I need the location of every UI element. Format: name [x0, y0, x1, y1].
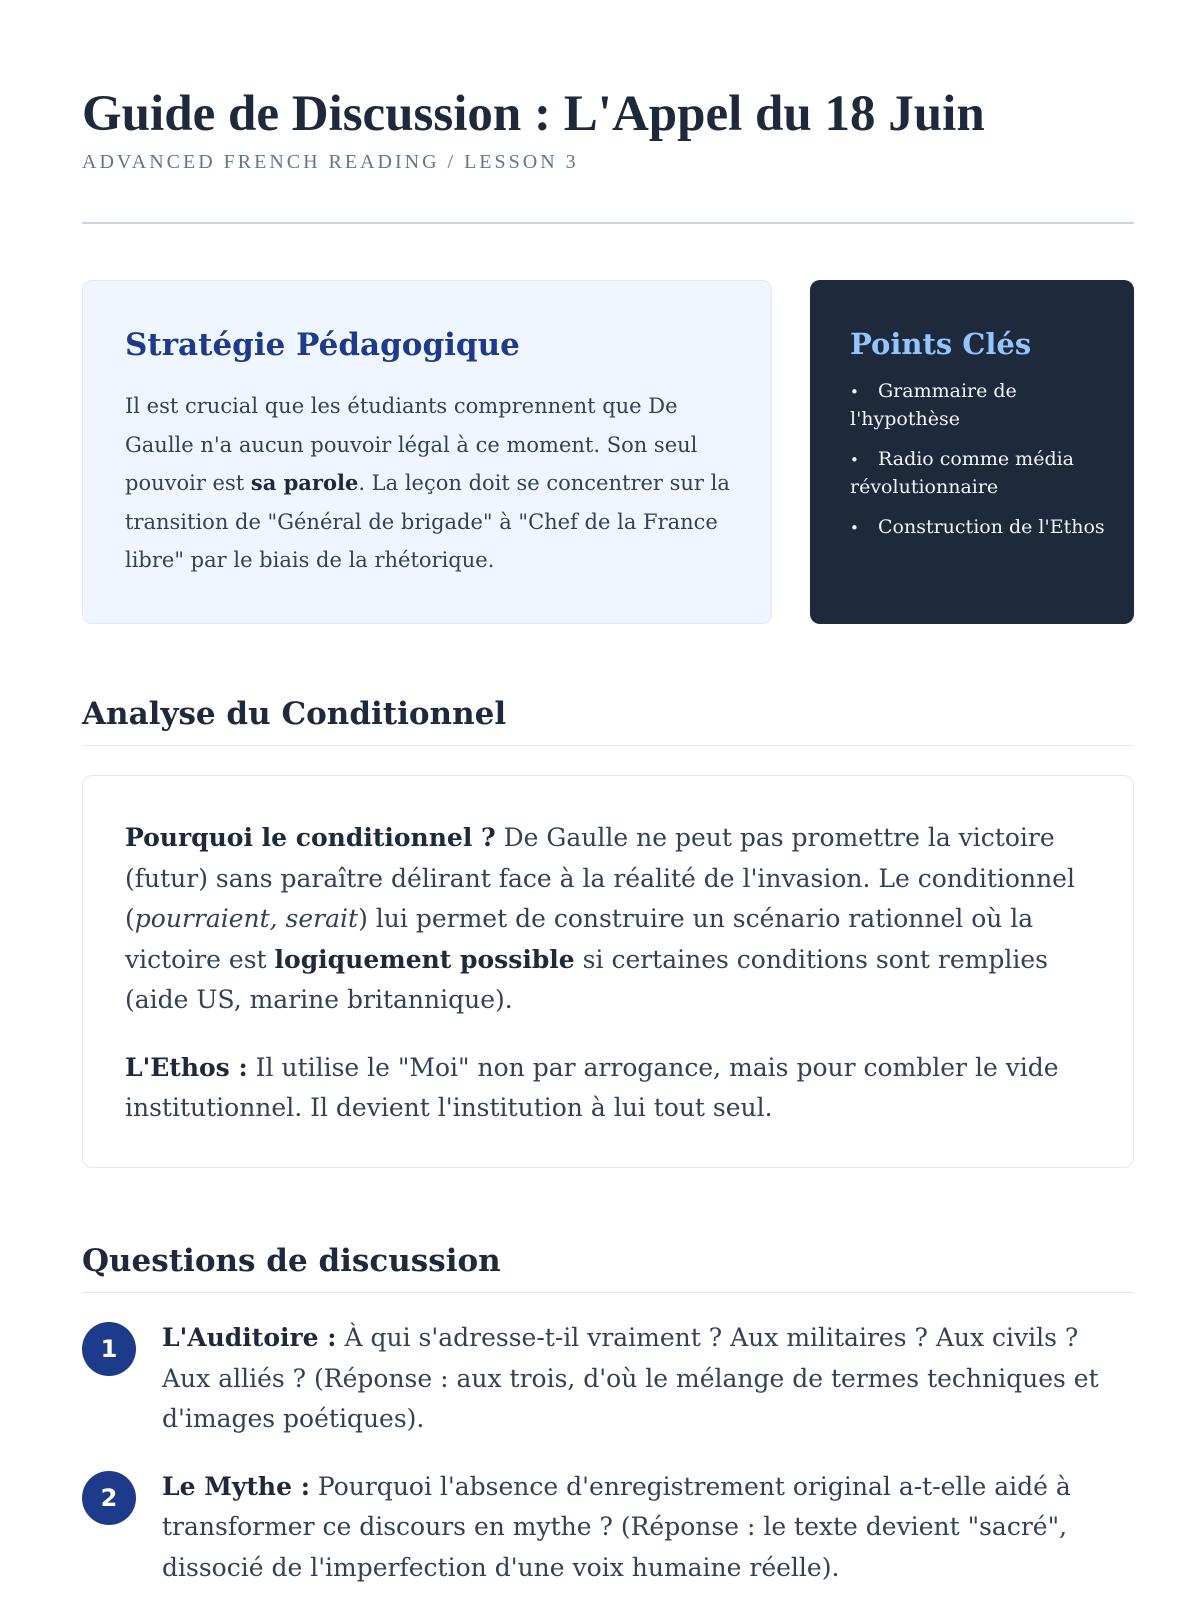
bullet-icon: •: [850, 519, 859, 537]
key-point-item: [850, 378, 1106, 433]
page-title: Guide de Discussion : L'Appel du 18 Juin: [82, 86, 985, 142]
questions-divider: [82, 1292, 1134, 1293]
analysis-text: ) lui permet de construire un scénario rationnel où la victoire est: [125, 904, 1034, 974]
bullet-icon: •: [850, 451, 859, 469]
analysis-emphasis: logiquement possible: [274, 944, 575, 974]
strategy-text: [125, 387, 731, 580]
question-number-badge: 2: [82, 1471, 136, 1525]
question-text: Pourquoi l'absence d'enregistrement original a-t-elle aidé à transformer ce discours en mythe ? (Réponse : le texte devient "sacré", dissocié de l'imperfection d'une voix humaine réelle).: [162, 1471, 1071, 1582]
strategy-text-emphasis: sa parole: [250, 470, 359, 495]
key-points-card: [810, 280, 1134, 624]
question-text: À qui s'adresse-t-il vraiment ? Aux militaires ? Aux civils ? Aux alliés ? (Réponse : aux trois, d'où le mélange de termes techniques et d'images poétiques).: [162, 1323, 1099, 1433]
key-point-item: [850, 514, 1106, 542]
key-point-text: Radio comme média révolutionnaire: [850, 448, 1075, 498]
analysis-italic-examples: pourraient, serait: [134, 904, 359, 933]
analysis-text: si certaines conditions sont remplies (aide US, marine britannique).: [125, 944, 1048, 1014]
question-item: [82, 1467, 1134, 1589]
bullet-icon: •: [850, 383, 859, 401]
questions-list: [82, 1318, 1134, 1615]
page-subtitle: ADVANCED FRENCH READING / LESSON 3: [82, 151, 579, 173]
strategy-heading: Stratégie Pédagogique: [125, 327, 520, 363]
key-points-list: [850, 378, 1106, 542]
analysis-card: [82, 775, 1134, 1168]
analysis-text: De Gaulle ne peut pas promettre la victoire (futur) sans paraître délirant face à la réalité de l'invasion. Le conditionnel (: [125, 823, 1075, 933]
questions-heading: Questions de discussion: [82, 1243, 501, 1279]
analysis-text: Il utilise le "Moi" non par arrogance, mais pour combler le vide institutionnel. Il devient l'institution à lui tout seul.: [125, 1052, 1059, 1122]
question-number-badge: 1: [82, 1322, 136, 1376]
key-point-text: Construction de l'Ethos: [878, 516, 1105, 538]
analysis-divider: [82, 745, 1134, 746]
strategy-card: [82, 280, 772, 624]
strategy-text-start: Il est crucial que les étudiants comprennent que De Gaulle n'a aucun pouvoir légal à ce moment. Son seul pouvoir est: [125, 394, 698, 495]
strategy-text-end: . La leçon doit se concentrer sur la transition de "Général de brigade" à "Chef de la France libre" par le biais de la rhétorique.: [125, 471, 730, 572]
key-point-item: [850, 446, 1106, 501]
analysis-label-ethos: L'Ethos :: [125, 1052, 248, 1082]
header-divider: [82, 222, 1134, 224]
key-points-heading: Points Clés: [850, 327, 1032, 361]
question-label: L'Auditoire :: [162, 1323, 337, 1352]
analysis-paragraph-ethos: [125, 1048, 1091, 1129]
analysis-heading: Analyse du Conditionnel: [82, 696, 507, 732]
key-point-text: Grammaire de l'hypothèse: [850, 380, 1017, 430]
question-label: Le Mythe :: [162, 1471, 310, 1501]
question-item: [82, 1318, 1134, 1440]
analysis-paragraph-conditional: [125, 818, 1091, 1021]
analysis-label-conditional: Pourquoi le conditionnel ?: [125, 823, 496, 852]
